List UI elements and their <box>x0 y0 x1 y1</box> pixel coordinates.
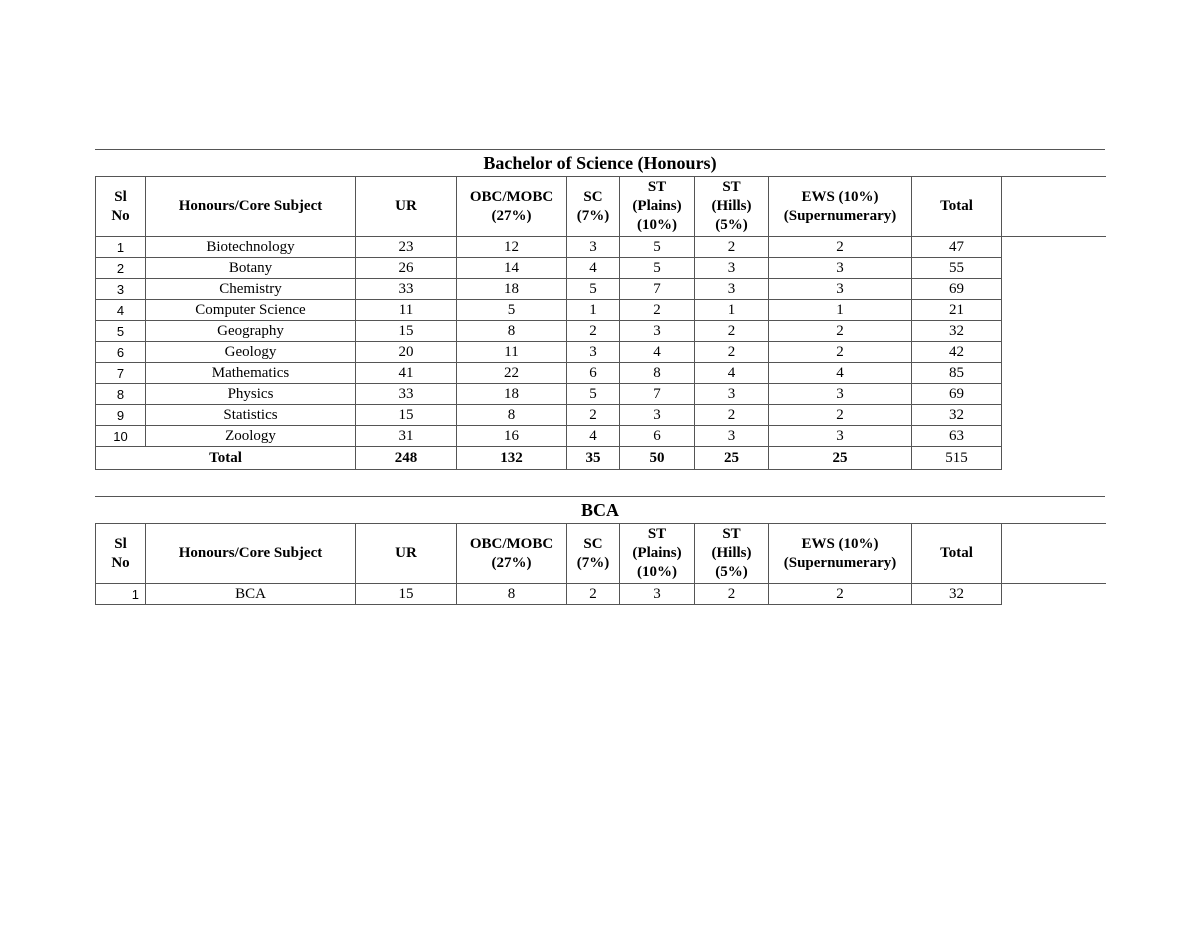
spacer-cell <box>1002 342 1106 363</box>
cell-total: 55 <box>912 258 1002 279</box>
total-st-hills: 25 <box>695 447 769 470</box>
cell-sc: 5 <box>567 384 620 405</box>
cell-st-hills: 3 <box>695 426 769 447</box>
cell-sl-no: 1 <box>96 584 146 605</box>
cell-st-hills: 3 <box>695 279 769 300</box>
cell-ur: 41 <box>356 363 457 384</box>
col-sc: SC (7%) <box>567 524 620 584</box>
cell-ews: 3 <box>769 384 912 405</box>
cell-total: 69 <box>912 384 1002 405</box>
cell-total: 32 <box>912 405 1002 426</box>
cell-sl-no: 6 <box>96 342 146 363</box>
table-row <box>96 300 1106 321</box>
cell-ews: 3 <box>769 258 912 279</box>
spacer-cell <box>1002 584 1106 605</box>
cell-st-hills: 3 <box>695 384 769 405</box>
cell-sl-no: 7 <box>96 363 146 384</box>
col-ews: EWS (10%) (Supernumerary) <box>769 177 912 237</box>
spacer-cell <box>1002 279 1106 300</box>
total-sc: 35 <box>567 447 620 470</box>
grand-total: 515 <box>912 447 1002 470</box>
cell-st-hills: 4 <box>695 363 769 384</box>
cell-st-hills: 1 <box>695 300 769 321</box>
col-sc: SC (7%) <box>567 177 620 237</box>
cell-obc-mobc: 5 <box>457 300 567 321</box>
cell-st-plains: 3 <box>620 321 695 342</box>
spacer-cell <box>1002 426 1106 447</box>
col-subject: Honours/Core Subject <box>146 177 356 237</box>
table-row <box>96 321 1106 342</box>
cell-st-plains: 3 <box>620 405 695 426</box>
cell-ews: 2 <box>769 405 912 426</box>
bca-title: BCA <box>95 496 1105 523</box>
cell-total: 63 <box>912 426 1002 447</box>
table-row <box>96 584 1106 605</box>
table-row <box>96 342 1106 363</box>
spacer-cell <box>1002 321 1106 342</box>
col-ur: UR <box>356 524 457 584</box>
cell-ur: 15 <box>356 405 457 426</box>
cell-subject: Botany <box>146 258 356 279</box>
cell-sl-no: 8 <box>96 384 146 405</box>
cell-sc: 3 <box>567 342 620 363</box>
cell-st-hills: 2 <box>695 584 769 605</box>
cell-sc: 4 <box>567 258 620 279</box>
cell-obc-mobc: 18 <box>457 384 567 405</box>
cell-subject: Zoology <box>146 426 356 447</box>
cell-st-hills: 2 <box>695 342 769 363</box>
cell-st-plains: 4 <box>620 342 695 363</box>
cell-st-hills: 2 <box>695 321 769 342</box>
cell-st-hills: 3 <box>695 258 769 279</box>
cell-ews: 2 <box>769 584 912 605</box>
spacer-cell <box>1002 405 1106 426</box>
bca-table <box>95 523 1106 605</box>
cell-ews: 2 <box>769 342 912 363</box>
col-ur: UR <box>356 177 457 237</box>
cell-sc: 6 <box>567 363 620 384</box>
table-row <box>96 363 1106 384</box>
bsc-header-row <box>96 177 1106 237</box>
cell-obc-mobc: 12 <box>457 237 567 258</box>
cell-sl-no: 9 <box>96 405 146 426</box>
cell-sc: 2 <box>567 405 620 426</box>
col-total: Total <box>912 524 1002 584</box>
cell-subject: Mathematics <box>146 363 356 384</box>
cell-subject: Physics <box>146 384 356 405</box>
col-total: Total <box>912 177 1002 237</box>
cell-sc: 2 <box>567 321 620 342</box>
cell-total: 85 <box>912 363 1002 384</box>
cell-subject: Geology <box>146 342 356 363</box>
bsc-table <box>95 176 1106 470</box>
bca-body <box>96 584 1106 605</box>
cell-ur: 11 <box>356 300 457 321</box>
cell-obc-mobc: 8 <box>457 321 567 342</box>
col-sl-no: Sl No <box>96 177 146 237</box>
cell-obc-mobc: 11 <box>457 342 567 363</box>
cell-total: 69 <box>912 279 1002 300</box>
col-sl-no: Sl No <box>96 524 146 584</box>
col-subject: Honours/Core Subject <box>146 524 356 584</box>
cell-st-plains: 7 <box>620 279 695 300</box>
spacer-cell <box>1002 363 1106 384</box>
cell-ews: 3 <box>769 426 912 447</box>
cell-total: 21 <box>912 300 1002 321</box>
cell-sl-no: 2 <box>96 258 146 279</box>
cell-subject: Computer Science <box>146 300 356 321</box>
cell-sc: 1 <box>567 300 620 321</box>
cell-st-plains: 7 <box>620 384 695 405</box>
cell-sl-no: 4 <box>96 300 146 321</box>
cell-obc-mobc: 22 <box>457 363 567 384</box>
cell-subject: Chemistry <box>146 279 356 300</box>
cell-ur: 31 <box>356 426 457 447</box>
cell-sl-no: 5 <box>96 321 146 342</box>
total-st-plains: 50 <box>620 447 695 470</box>
col-st-hills: ST (Hills) (5%) <box>695 177 769 237</box>
col-st-hills: ST (Hills) (5%) <box>695 524 769 584</box>
bca-header-row <box>96 524 1106 584</box>
table-row <box>96 258 1106 279</box>
cell-sc: 4 <box>567 426 620 447</box>
table-row <box>96 237 1106 258</box>
col-ews: EWS (10%) (Supernumerary) <box>769 524 912 584</box>
cell-total: 32 <box>912 584 1002 605</box>
bca-section <box>95 496 1105 605</box>
total-label: Total <box>96 447 356 470</box>
cell-total: 42 <box>912 342 1002 363</box>
bsc-body <box>96 237 1106 447</box>
cell-st-plains: 3 <box>620 584 695 605</box>
cell-sc: 2 <box>567 584 620 605</box>
table-row <box>96 405 1106 426</box>
cell-st-plains: 8 <box>620 363 695 384</box>
col-obc-mobc: OBC/MOBC (27%) <box>457 177 567 237</box>
cell-ur: 20 <box>356 342 457 363</box>
spacer-cell <box>1002 384 1106 405</box>
cell-st-plains: 5 <box>620 258 695 279</box>
cell-st-plains: 2 <box>620 300 695 321</box>
cell-subject: BCA <box>146 584 356 605</box>
spacer-cell <box>1002 177 1106 237</box>
col-st-plains: ST (Plains) (10%) <box>620 177 695 237</box>
cell-sl-no: 10 <box>96 426 146 447</box>
cell-sc: 5 <box>567 279 620 300</box>
cell-ur: 15 <box>356 584 457 605</box>
cell-obc-mobc: 8 <box>457 584 567 605</box>
cell-obc-mobc: 8 <box>457 405 567 426</box>
cell-subject: Biotechnology <box>146 237 356 258</box>
cell-sl-no: 1 <box>96 237 146 258</box>
cell-ews: 4 <box>769 363 912 384</box>
table-row <box>96 426 1106 447</box>
cell-sc: 3 <box>567 237 620 258</box>
cell-ews: 2 <box>769 321 912 342</box>
cell-ur: 23 <box>356 237 457 258</box>
bsc-title: Bachelor of Science (Honours) <box>95 149 1105 176</box>
cell-st-plains: 6 <box>620 426 695 447</box>
cell-obc-mobc: 14 <box>457 258 567 279</box>
col-st-plains: ST (Plains) (10%) <box>620 524 695 584</box>
bsc-section <box>95 149 1105 470</box>
cell-ur: 26 <box>356 258 457 279</box>
cell-obc-mobc: 16 <box>457 426 567 447</box>
cell-ews: 3 <box>769 279 912 300</box>
cell-st-hills: 2 <box>695 237 769 258</box>
cell-total: 32 <box>912 321 1002 342</box>
cell-subject: Geography <box>146 321 356 342</box>
cell-ur: 15 <box>356 321 457 342</box>
cell-ews: 2 <box>769 237 912 258</box>
cell-sl-no: 3 <box>96 279 146 300</box>
total-ews: 25 <box>769 447 912 470</box>
spacer-cell <box>1002 524 1106 584</box>
spacer-cell <box>1002 237 1106 258</box>
table-row <box>96 384 1106 405</box>
cell-ews: 1 <box>769 300 912 321</box>
total-obc: 132 <box>457 447 567 470</box>
col-obc-mobc: OBC/MOBC (27%) <box>457 524 567 584</box>
cell-obc-mobc: 18 <box>457 279 567 300</box>
cell-st-plains: 5 <box>620 237 695 258</box>
spacer-cell <box>1002 258 1106 279</box>
spacer-cell <box>1002 447 1106 470</box>
cell-total: 47 <box>912 237 1002 258</box>
table-row <box>96 279 1106 300</box>
cell-st-hills: 2 <box>695 405 769 426</box>
cell-ur: 33 <box>356 384 457 405</box>
spacer-cell <box>1002 300 1106 321</box>
cell-ur: 33 <box>356 279 457 300</box>
cell-subject: Statistics <box>146 405 356 426</box>
total-ur: 248 <box>356 447 457 470</box>
bsc-total-row <box>96 447 1106 470</box>
